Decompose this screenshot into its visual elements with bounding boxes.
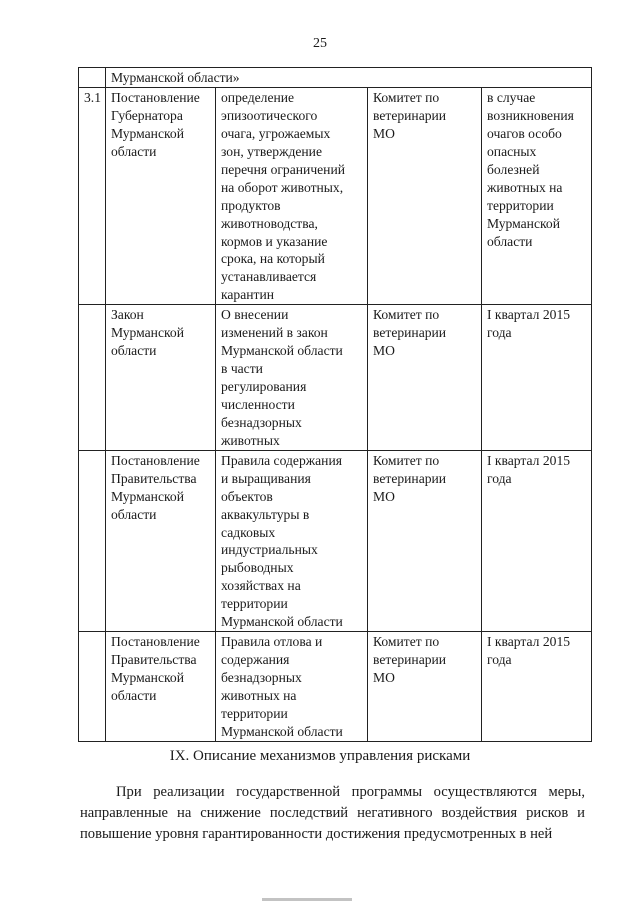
table-row <box>79 632 592 742</box>
table-cell-description: Правила отлова и содержания безнадзорных животных на территории Мурманской области <box>216 632 368 742</box>
table-cell-description: определение эпизоотического очага, угрожаемых зон, утверждение перечня ограничений на оборот животных, продуктов животноводства, кормов и указание срока, на который устанавливается карантин <box>216 88 368 305</box>
section-heading: IX. Описание механизмов управления рисками <box>169 748 471 764</box>
table-cell-executor: Комитет по ветеринарии МО <box>368 88 482 305</box>
table-cell-term: I квартал 2015 года <box>482 305 592 451</box>
table-row <box>79 88 592 305</box>
table-cell-continuation: Мурманской области» <box>106 68 592 88</box>
table-row <box>79 450 592 631</box>
table-cell-doc-type: Постановление Правительства Мурманской области <box>106 450 216 631</box>
table-cell-num <box>79 450 106 631</box>
table-cell-executor: Комитет по ветеринарии МО <box>368 305 482 451</box>
table-cell-term: I квартал 2015 года <box>482 632 592 742</box>
body-paragraph: При реализации государственной программы осуществляются меры, направленные на снижение последствий негативного воздействия рисков и повышение уровня гарантированности достижения предусмотренных в ней <box>80 784 585 842</box>
table-cell-term: в случае возникновения очагов особо опасных болезней животных на территории Мурманской области <box>482 88 592 305</box>
table-cell-num <box>79 305 106 451</box>
table-row <box>79 68 592 88</box>
measures-table <box>78 67 592 742</box>
table-cell-executor: Комитет по ветеринарии МО <box>368 632 482 742</box>
page-number: 25 <box>313 36 327 51</box>
table-cell-description: Правила содержания и выращивания объектов аквакультуры в садковых индустриальных рыбоводных хозяйствах на территории Мурманской области <box>216 450 368 631</box>
table-cell-term: I квартал 2015 года <box>482 450 592 631</box>
scan-artifact-line <box>262 898 352 901</box>
table-cell-num <box>79 68 106 88</box>
table-cell-description: О внесении изменений в закон Мурманской области в части регулирования численности безнадзорных животных <box>216 305 368 451</box>
table-cell-doc-type: Постановление Губернатора Мурманской области <box>106 88 216 305</box>
table-cell-executor: Комитет по ветеринарии МО <box>368 450 482 631</box>
table-cell-num <box>79 632 106 742</box>
table-row <box>79 305 592 451</box>
table-cell-num: 3.1 <box>79 88 106 305</box>
table-cell-doc-type: Постановление Правительства Мурманской области <box>106 632 216 742</box>
table-cell-doc-type: Закон Мурманской области <box>106 305 216 451</box>
